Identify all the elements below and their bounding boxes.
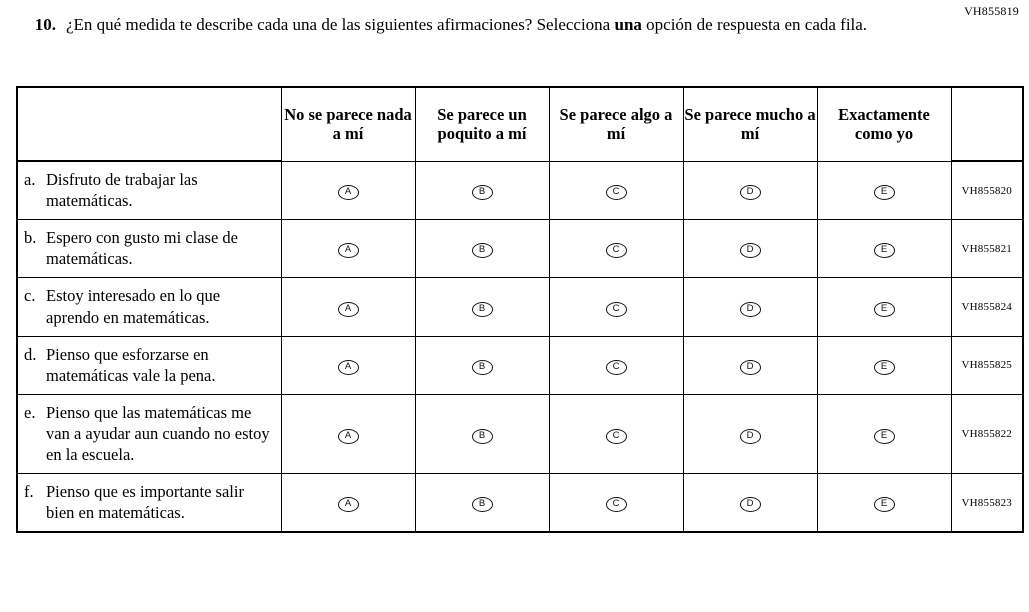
row-stem-e [17,394,281,473]
radio-b-1[interactable] [281,220,415,278]
radio-a-4[interactable] [683,161,817,220]
radio-b-2[interactable] [415,220,549,278]
bubble-letter[interactable]: E [874,429,895,444]
question-prompt [22,14,952,36]
bubble-letter[interactable]: D [740,497,761,512]
radio-c-5[interactable] [817,278,951,336]
bubble-letter[interactable]: A [338,497,359,512]
radio-d-2[interactable] [415,336,549,394]
table-row [17,278,1023,336]
header-option-4: Se parece mucho a mí [683,87,817,161]
radio-d-4[interactable] [683,336,817,394]
row-label-e: Pienso que las matemáticas me van a ayudar aun cuando no estoy en la escuela. [46,402,270,465]
bubble-letter[interactable]: E [874,243,895,258]
bubble-letter[interactable]: D [740,185,761,200]
row-stem-c [17,278,281,336]
radio-b-5[interactable] [817,220,951,278]
row-label-d: Pienso que esforzarse en matemáticas vale la pena. [46,344,216,385]
row-letter-f: f. [24,482,34,502]
row-item-id-d: VH855825 [951,336,1023,394]
radio-c-4[interactable] [683,278,817,336]
bubble-letter[interactable]: B [472,360,493,375]
bubble-letter[interactable]: D [740,243,761,258]
row-item-id-f: VH855823 [951,474,1023,533]
row-label-f: Pienso que es importante salir bien en matemáticas. [46,482,244,523]
radio-f-4[interactable] [683,474,817,533]
bubble-letter[interactable]: C [606,429,627,444]
header-option-1: No se parece nada a mí [281,87,415,161]
row-item-id-a: VH855820 [951,161,1023,220]
header-option-5: Exactamente como yo [817,87,951,161]
table-row [17,474,1023,533]
row-item-id-b: VH855821 [951,220,1023,278]
bubble-letter[interactable]: D [740,360,761,375]
bubble-letter[interactable]: E [874,360,895,375]
bubble-letter[interactable]: A [338,243,359,258]
row-item-id-e: VH855822 [951,394,1023,473]
row-stem-d [17,336,281,394]
question-text [66,14,952,36]
bubble-letter[interactable]: E [874,185,895,200]
row-stem-a [17,161,281,220]
header-stem-blank [17,87,281,161]
radio-e-4[interactable] [683,394,817,473]
table-row [17,336,1023,394]
row-letter-a: a. [24,170,36,189]
row-letter-d: d. [24,344,37,364]
table-row [17,220,1023,278]
bubble-letter[interactable]: B [472,302,493,317]
bubble-letter[interactable]: C [606,302,627,317]
table-row [17,161,1023,220]
radio-f-1[interactable] [281,474,415,533]
bubble-letter[interactable]: B [472,185,493,200]
radio-c-1[interactable] [281,278,415,336]
row-letter-e: e. [24,402,36,422]
radio-f-3[interactable] [549,474,683,533]
header-option-2: Se parece un poquito a mí [415,87,549,161]
bubble-letter[interactable]: C [606,185,627,200]
question-text-emphasis: una [614,15,642,34]
bubble-letter[interactable]: E [874,497,895,512]
bubble-letter[interactable]: C [606,497,627,512]
bubble-letter[interactable]: D [740,429,761,444]
bubble-letter[interactable]: B [472,497,493,512]
bubble-letter[interactable]: A [338,360,359,375]
row-label-b: Espero con gusto mi clase de matemáticas. [46,228,238,269]
row-label-a: Disfruto de trabajar las matemáticas. [46,170,198,211]
bubble-letter[interactable]: A [338,302,359,317]
radio-e-3[interactable] [549,394,683,473]
bubble-letter[interactable]: A [338,429,359,444]
radio-c-3[interactable] [549,278,683,336]
table-row [17,394,1023,473]
row-letter-b: b. [24,228,37,248]
radio-a-5[interactable] [817,161,951,220]
question-text-part1: ¿En qué medida te describe cada una de las siguientes afirmaciones? Selecciona [66,15,615,34]
radio-d-3[interactable] [549,336,683,394]
radio-d-5[interactable] [817,336,951,394]
row-label-c: Estoy interesado en lo que aprendo en matemáticas. [46,286,221,327]
row-letter-c: c. [24,286,36,306]
radio-a-2[interactable] [415,161,549,220]
bubble-letter[interactable]: B [472,429,493,444]
header-id-blank [951,87,1023,161]
row-item-id-c: VH855824 [951,278,1023,336]
radio-a-3[interactable] [549,161,683,220]
radio-d-1[interactable] [281,336,415,394]
page-item-id: VH855819 [964,4,1019,18]
radio-b-4[interactable] [683,220,817,278]
question-text-part2: opción de respuesta en cada fila. [641,15,868,34]
radio-e-2[interactable] [415,394,549,473]
radio-f-5[interactable] [817,474,951,533]
radio-b-3[interactable] [549,220,683,278]
header-option-3: Se parece algo a mí [549,87,683,161]
radio-e-5[interactable] [817,394,951,473]
bubble-letter[interactable]: C [606,360,627,375]
bubble-letter[interactable]: D [740,302,761,317]
radio-f-2[interactable] [415,474,549,533]
row-stem-f [17,474,281,533]
bubble-letter[interactable]: A [338,185,359,200]
response-matrix [16,86,1024,533]
radio-c-2[interactable] [415,278,549,336]
radio-a-1[interactable] [281,161,415,220]
bubble-letter[interactable]: C [606,243,627,258]
matrix-header-row [17,87,1023,161]
row-stem-b [17,220,281,278]
radio-e-1[interactable] [281,394,415,473]
bubble-letter[interactable]: B [472,243,493,258]
question-number: 10. [34,15,56,34]
bubble-letter[interactable]: E [874,302,895,317]
